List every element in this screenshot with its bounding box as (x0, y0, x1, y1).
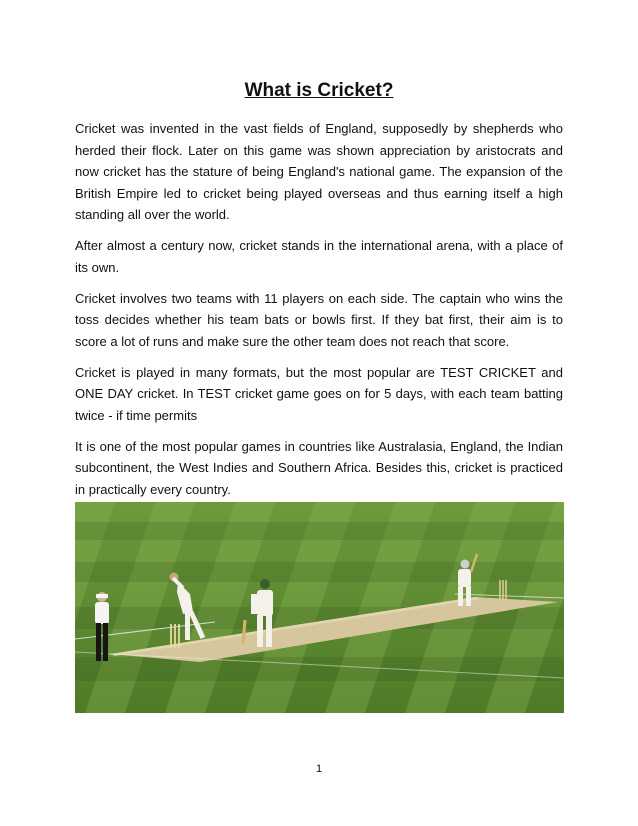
paragraph-origin: Cricket was invented in the vast fields of England, supposedly by shepherds who herded their flock. Later on this game was shown appreciation by aristocrats and now cricket has the stature of being England's national game. The expansion of the British Empire led to cricket being played overseas and thus earning itself a high standing all over the world. (75, 121, 563, 222)
paragraph-international: After almost a century now, cricket stands in the international arena, with a place of its own. (75, 238, 563, 275)
paragraph-formats: Cricket is played in many formats, but the most popular are TEST CRICKET and ONE DAY cricket. In TEST cricket game goes on for 5 days, with each team batting twice - if time permits (75, 364, 563, 423)
body-text (75, 118, 563, 510)
cricket-match-photo (75, 502, 564, 713)
page-number: 1 (315, 763, 323, 775)
page-title: What is Cricket? (244, 80, 394, 101)
paragraph-teams: Cricket involves two teams with 11 players on each side. The captain who wins the toss decides whether his team bats or bowls first. If they bat first, their aim is to score a lot of runs and make sure the other team does not reach that score. (75, 290, 563, 349)
paragraph-popularity: It is one of the most popular games in countries like Australasia, England, the Indian subcontinent, the West Indies and Southern Africa. Besides this, cricket is practiced in practically every country. (75, 438, 563, 497)
